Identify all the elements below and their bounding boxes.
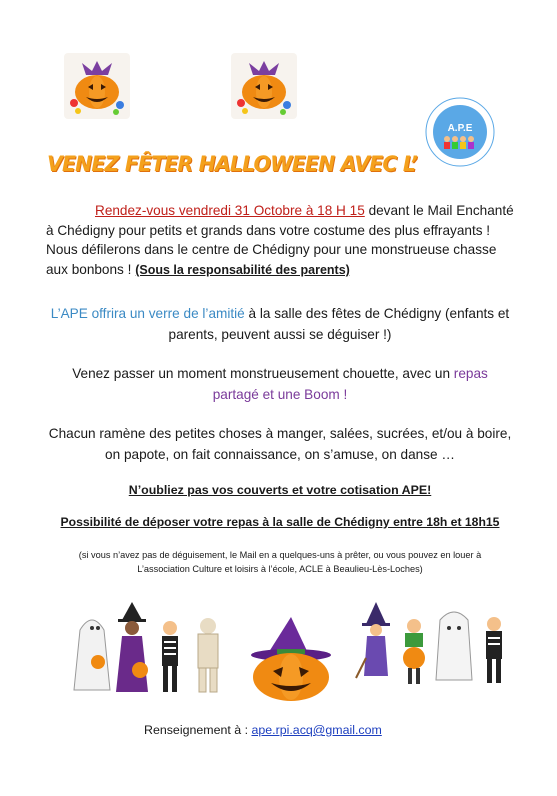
ape-text: à la salle des fêtes de Chédigny (enfants et (248, 306, 510, 321)
event-date: Rendez-vous vendredi 31 Octobre à 18 H 15 (95, 203, 365, 218)
ape-paragraph (46, 303, 514, 345)
note-text: (si vous n’avez pas de déguisement, le Mail en a quelques-uns à prêter, ou vous pouvez en louer à (78, 550, 482, 560)
witch-hat-pumpkin-image (245, 615, 337, 703)
responsibility-note: (Sous la responsabilité des parents) (135, 262, 350, 277)
costumed-kids-image (70, 600, 230, 700)
ape-highlight: L’APE offrira un verre de l’amitié (50, 306, 245, 321)
ape-text: parents, peuvent aussi se déguiser !) (168, 327, 392, 342)
intro-text: aux bonbons ! (46, 261, 132, 277)
contact-label: Renseignement à : (144, 723, 249, 737)
intro-paragraph (46, 201, 514, 280)
chacun-text: on papote, on fait connaissance, on s’amuse, on danse … (105, 447, 455, 462)
halloween-kids-image (352, 600, 514, 688)
costume-note (28, 549, 532, 576)
moment-text: Venez passer un moment monstrueusement chouette, avec un (72, 366, 451, 381)
repas-highlight: repas (453, 366, 488, 381)
repas-highlight: partagé et une Boom ! (212, 387, 348, 402)
contact-line (144, 723, 382, 737)
pumpkin-candy-image (231, 53, 297, 119)
chacun-text: Chacun ramène des petites choses à manger, salées, sucrées, et/ou à boire, (48, 426, 512, 441)
pumpkin-candy-image (64, 53, 130, 119)
reminder-text: N’oubliez pas vos couverts et votre cotisation APE! (128, 483, 432, 497)
intro-text: Nous défilerons dans le centre de Chédigny pour une monstrueuse chasse (46, 242, 497, 257)
deposit-text: Possibilité de déposer votre repas à la salle de Chédigny entre 18h et 18h15 (60, 515, 500, 529)
moment-paragraph (46, 363, 514, 405)
intro-text: à Chédigny pour petits et grands dans votre costume des plus effrayants ! (46, 222, 491, 238)
contact-email-link[interactable]: ape.rpi.acq@gmail.com (251, 723, 382, 737)
intro-text: devant le Mail Enchanté (368, 203, 514, 218)
note-text: L’association Culture et loisirs à l’école, ACLE à Beaulieu-Lès-Loches) (137, 563, 423, 574)
chacun-paragraph (40, 423, 520, 465)
logo-text: A.P.E (447, 123, 473, 134)
page-title: VENEZ FÊTER HALLOWEEN AVEC L’ (47, 152, 417, 176)
ape-logo (425, 97, 495, 167)
